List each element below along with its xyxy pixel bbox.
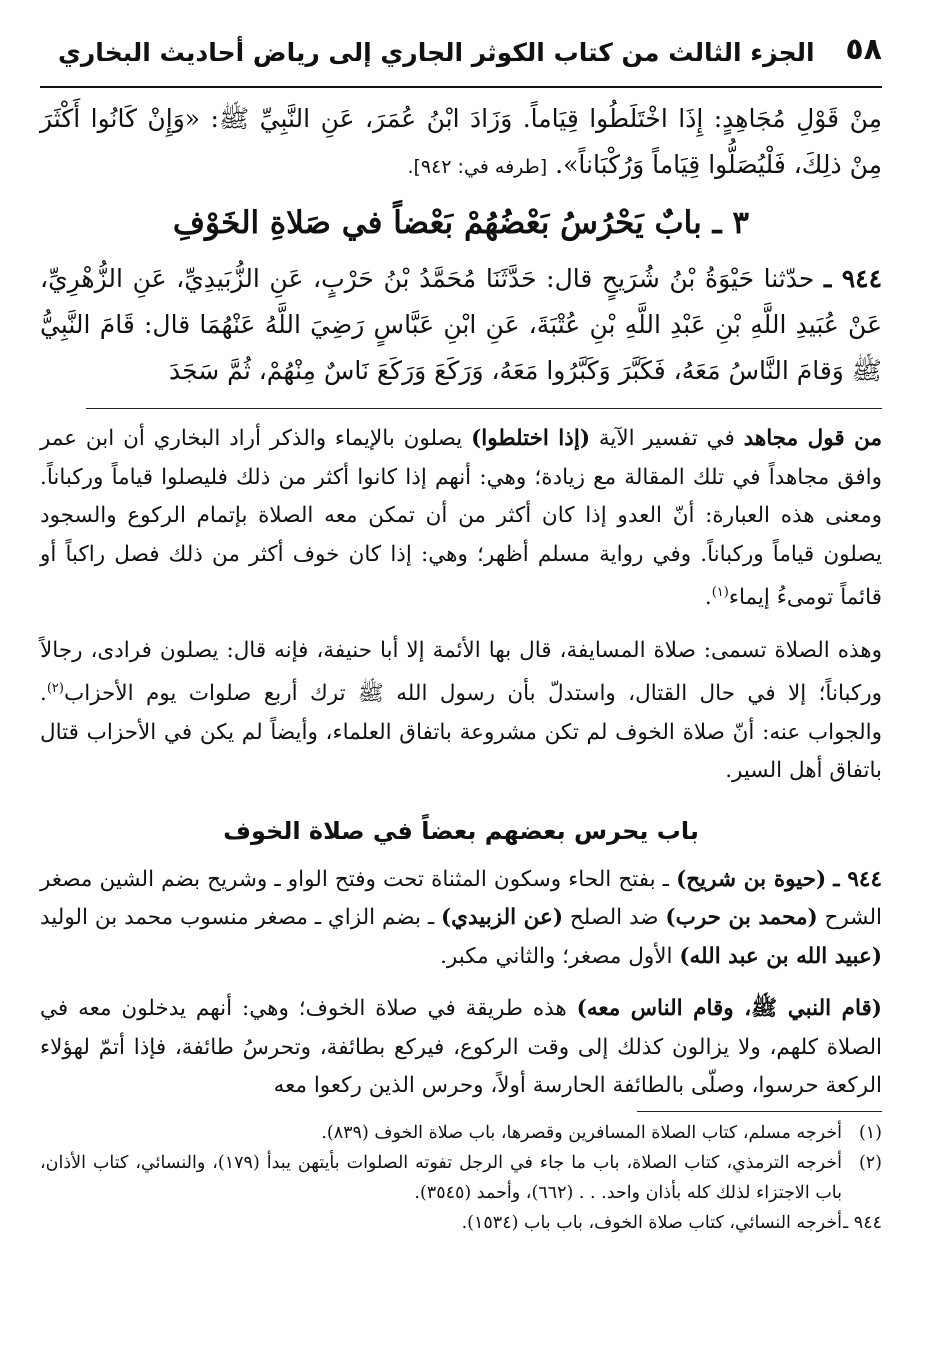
commentary-text: ـ بفتح الحاء وسكون المثناة تحت وفتح الواو ـ وشريح بضم الشين مصغر الشرح	[40, 866, 882, 931]
commentary-text: الأول مصغر؛ والثاني مكبر.	[440, 943, 680, 969]
commentary-term: (عبيد الله بن عبد الله)	[679, 943, 882, 969]
footnote-text: أخرجه النسائي، كتاب صلاة الخوف، باب باب (١٥٣٤).	[461, 1213, 842, 1233]
page-header	[40, 28, 882, 88]
matn-line-2: مِنْ ذلِكَ، فَلْيُصَلُّوا قِيَاماً وَرُكْبَاناً».	[555, 150, 882, 179]
cross-reference: [طرفه في: ٩٤٢].	[407, 156, 548, 178]
commentary-text: هذه طريقة في صلاة الخوف؛ وهي: أنهم يدخلون معه في الصلاة كلهم، ولا يزالون كذلك إلى وقت الركوع، فيركع بطائفة، وتحرسُ طائفة، فإذا أتمّ لهؤلاء الركعة حرسوا، وصلّى بالطائفة الحارسة أولاً، وحرس الذين ركعوا معه	[40, 996, 882, 1099]
footnote-mark: (٢)	[858, 1153, 882, 1173]
page-number: ٥٨	[845, 32, 882, 67]
footnote-ref: (٢)	[46, 681, 64, 697]
commentary-hadith-number: ٩٤٤ ـ	[833, 866, 882, 892]
commentary-text: وهذه الصلاة تسمى: صلاة المسايفة، قال بها الأئمة إلا أبا حنيفة، فإنه قال: يصلون فرادى، رجالاً وركباناً؛ إلا في حال القتال، واستدلّ بأن رسول الله ﷺ ترك أربع صلوات يوم الأحزاب	[40, 637, 882, 707]
commentary-term: (عن الزبيدي)	[441, 905, 564, 931]
chapter-title: ٣ ـ بابٌ يَحْرُسُ بَعْضُهُمْ بَعْضاً في صَلاةِ الخَوْفِ	[172, 205, 750, 241]
commentary-text: ضد الصلح	[563, 905, 666, 931]
hadith-text-block	[40, 96, 882, 394]
commentary-term: (محمد بن حرب)	[665, 905, 818, 931]
footnote	[40, 1208, 882, 1238]
footnote-mark: ٩٤٤ ـ	[843, 1213, 882, 1233]
commentary-term: من قول مجاهد	[743, 426, 882, 451]
commentary-text: . والجواب عنه: أنّ صلاة الخوف لم تكن مشروعة باتفاق العلماء، وأيضاً لم يكن في الأحزاب قتال باتفاق أهل السير.	[40, 681, 882, 784]
commentary-paragraph-1	[40, 420, 882, 618]
commentary-text: يصلون بالإيماء والذكر أراد البخاري أن ابن عمر وافق مجاهداً في تلك المقالة مع زيادة؛ وهي: أنهم إذا كانوا أكثر من ذلك فليصلوا قياماً وركباناً. ومعنى هذه العبارة: أنّ العدو إذا كان أكثر من أن تمكن معه الصلاة بإتمام الركوع والسجود يصلون قياماً وركباناً. وفي رواية مسلم أظهر؛ وهي: إذا كان خوف أكثر من ذلك فصل راكباً أو قائماً تومىءُ إيماء	[40, 426, 882, 611]
commentary-text: في تفسير الآية	[590, 426, 744, 451]
matn-line-1: مِنْ قَوْلِ مُجَاهِدٍ: إِذَا اخْتَلَطُوا قِيَاماً. وَزَادَ ابْنُ عُمَرَ، عَنِ النَّبِيِّ ﷺ: «وَإِنْ كَانُوا أَكْثَرَ	[40, 104, 882, 133]
hadith-paragraph	[40, 256, 882, 394]
commentary-block	[40, 420, 882, 1106]
commentary-text: .	[704, 585, 712, 611]
footnote	[40, 1148, 882, 1208]
running-title: الجزء الثالث من كتاب الكوثر الجاري إلى رياض أحاديث البخاري	[58, 38, 815, 67]
commentary-paragraph-4	[40, 990, 882, 1106]
footnote-text: أخرجه مسلم، كتاب الصلاة المسافرين وقصرها، باب صلاة الخوف (٨٣٩).	[321, 1123, 842, 1143]
matn-line	[40, 96, 882, 190]
footnote-ref: (١)	[711, 585, 729, 600]
footnote-mark: (١)	[858, 1123, 882, 1143]
footnotes	[40, 1118, 882, 1238]
commentary-term: (إذا اختلطوا)	[471, 426, 590, 451]
text-separator	[86, 408, 882, 409]
commentary-subheading: باب يحرس بعضهم بعضاً في صلاة الخوف	[223, 816, 699, 845]
footnote-separator	[637, 1111, 882, 1112]
footnote	[40, 1118, 882, 1148]
commentary-paragraph-3	[40, 861, 882, 977]
commentary-term: (حيوة بن شريح)	[676, 866, 827, 892]
hadith-body: حدّثنا حَيْوَةُ بْنُ شُرَيحٍ قال: حَدَّثَنَا مُحَمَّدُ بْنُ حَرْبٍ، عَنِ الزُّبَيدِيِّ، عَنِ الزُّهْرِيِّ، عَنْ عُبَيدِ اللَّهِ بْنِ عَبْدِ اللَّهِ بْنِ عُتْبَةَ، عَنِ ابْنِ عَبَّاسٍ رَضِيَ اللَّهُ عَنْهُمَا قال: قَامَ النَّبِيُّ ﷺ وَقامَ النَّاسُ مَعَهُ، فَكَبَّرَ وَكَبَّرُوا مَعَهُ، وَرَكَعَ وَرَكَعَ نَاسٌ مِنْهُمْ، ثُمَّ سَجَدَ	[40, 264, 882, 385]
commentary-term: (قام النبي ﷺ، وقام الناس معه)	[576, 996, 882, 1022]
hadith-number: ٩٤٤ ـ	[824, 264, 883, 293]
footnote-text: أخرجه الترمذي، كتاب الصلاة، باب ما جاء في الرجل تفوته الصلوات بأيتهن يبدأ (١٧٩)، والنسائي، كتاب الأذان، باب الاجتزاء لذلك كله بأذان واحد. . . (٦٦٢)، وأحمد (٣٥٤٥).	[40, 1153, 842, 1203]
commentary-paragraph-2	[40, 632, 882, 791]
commentary-text: ـ بضم الزاي ـ مصغر منسوب محمد بن الوليد	[40, 905, 441, 931]
